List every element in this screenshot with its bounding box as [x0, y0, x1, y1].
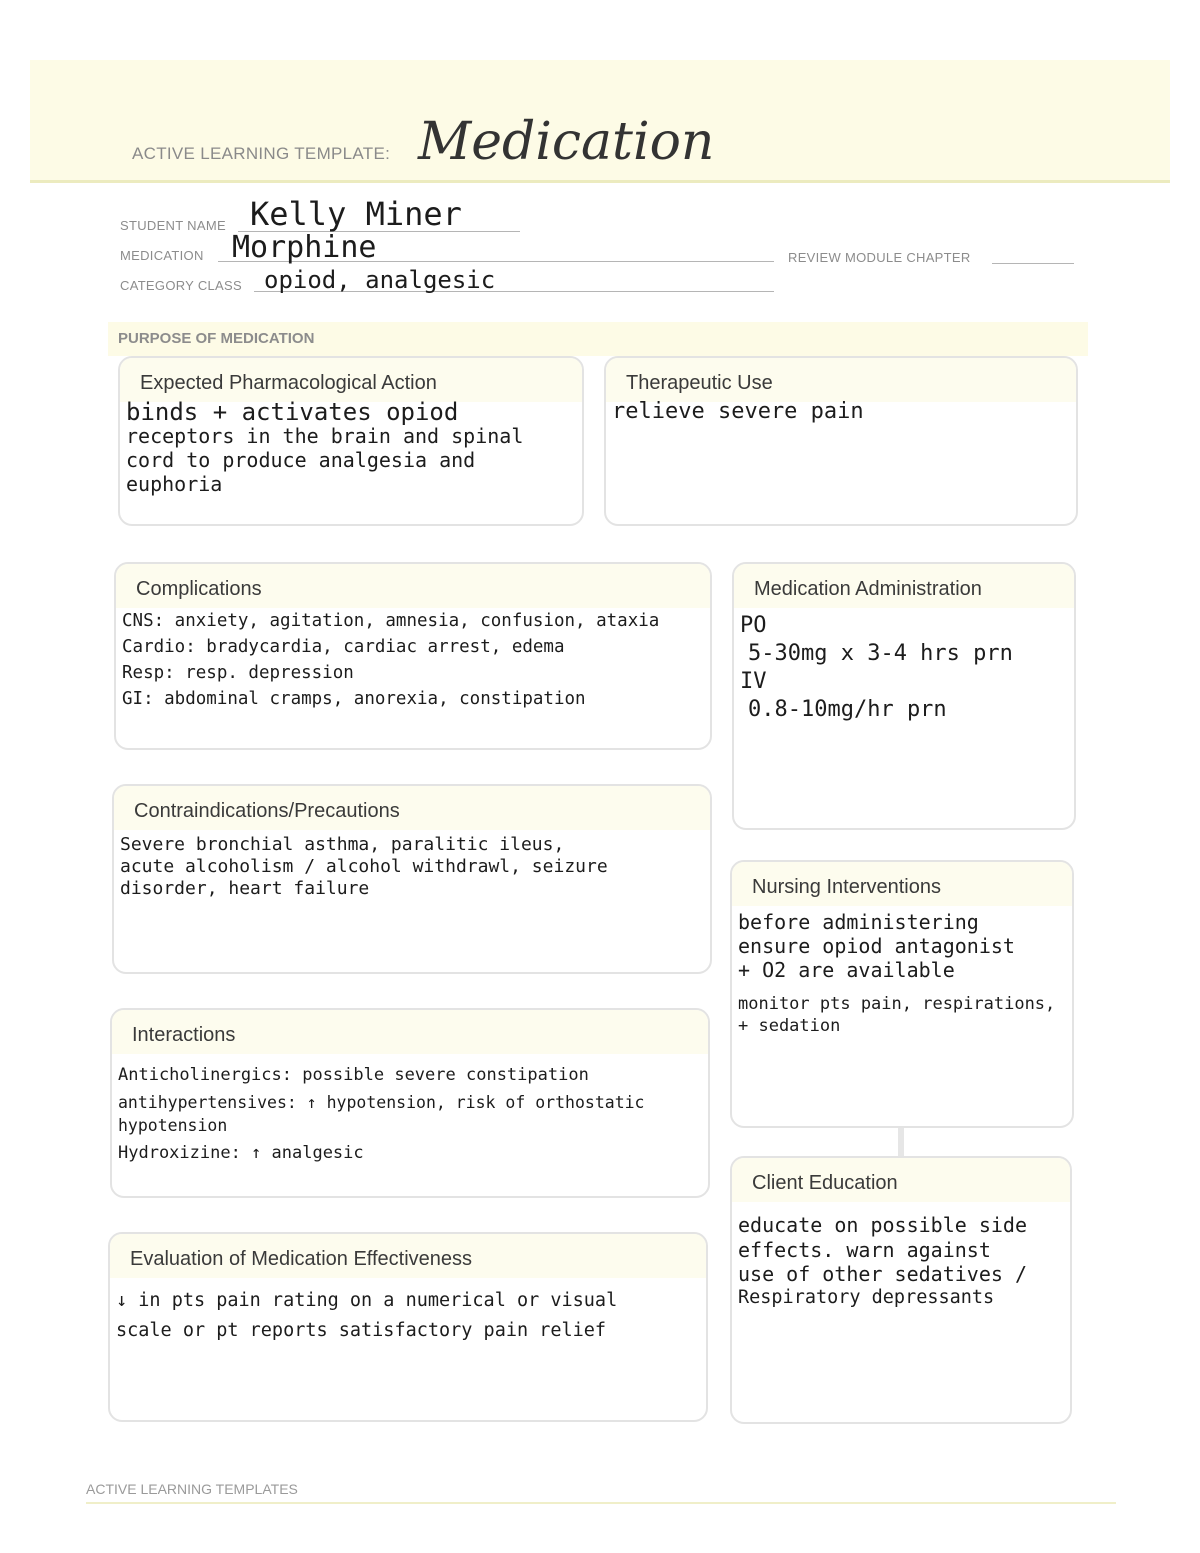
interactions-line: Hydroxizine: ↑ analgesic	[118, 1143, 364, 1163]
footer-label: ACTIVE LEARNING TEMPLATES	[86, 1481, 298, 1497]
nursing-body[interactable]	[738, 910, 1068, 1036]
med-admin-line: PO	[740, 613, 767, 638]
category-class-value[interactable]: opiod, analgesic	[264, 266, 496, 294]
expected-action-line: cord to produce analgesia and	[126, 448, 476, 472]
nursing-line: monitor pts pain, respirations,	[738, 994, 1056, 1014]
student-name-value[interactable]: Kelly Miner	[250, 195, 462, 233]
complications-body[interactable]	[122, 608, 706, 712]
nursing-title: Nursing Interventions	[732, 862, 1072, 906]
student-name-label: STUDENT NAME	[120, 218, 226, 233]
nursing-line: before administering	[738, 910, 979, 934]
expected-action-body[interactable]	[126, 400, 578, 496]
review-module-label: REVIEW MODULE CHAPTER	[788, 250, 971, 265]
med-admin-line: 5-30mg x 3-4 hrs prn	[748, 641, 1013, 666]
evaluation-line: scale or pt reports satisfactory pain relief	[116, 1320, 607, 1341]
complications-line: GI: abdominal cramps, anorexia, constipation	[122, 689, 586, 709]
purpose-label: PURPOSE OF MEDICATION	[118, 330, 315, 347]
med-admin-body[interactable]	[740, 612, 1070, 724]
complications-line: Resp: resp. depression	[122, 663, 354, 683]
expected-action-line: receptors in the brain and spinal	[126, 424, 524, 448]
evaluation-box	[108, 1232, 708, 1422]
evaluation-body[interactable]	[116, 1286, 702, 1346]
nursing-box	[730, 860, 1074, 1128]
client-education-line: educate on possible side	[738, 1213, 1027, 1237]
template-label: ACTIVE LEARNING TEMPLATE:	[132, 144, 391, 163]
contraindications-box	[112, 784, 712, 974]
interactions-line: Anticholinergics: possible severe constipation	[118, 1065, 589, 1085]
box-connector	[898, 1128, 904, 1158]
complications-line: CNS: anxiety, agitation, amnesia, confusion, ataxia	[122, 611, 660, 631]
med-admin-line: 0.8-10mg/hr prn	[748, 697, 947, 722]
nursing-line: + O2 are available	[738, 958, 955, 982]
nursing-line: + sedation	[738, 1016, 841, 1036]
med-admin-box	[732, 562, 1076, 830]
expected-action-title: Expected Pharmacological Action	[120, 358, 582, 402]
nursing-line: ensure opiod antagonist	[738, 934, 1015, 958]
evaluation-line: ↓ in pts pain rating on a numerical or visual	[116, 1290, 618, 1311]
expected-action-box	[118, 356, 584, 526]
contraindications-title: Contraindications/Precautions	[114, 786, 710, 830]
client-education-body[interactable]	[738, 1212, 1066, 1310]
therapeutic-use-body[interactable]	[612, 400, 1072, 424]
interactions-box	[110, 1008, 710, 1198]
medication-value[interactable]: Morphine	[232, 230, 377, 265]
template-title: Medication	[418, 112, 715, 172]
complications-line: Cardio: bradycardia, cardiac arrest, edema	[122, 637, 565, 657]
client-education-line: use of other sedatives /	[738, 1262, 1027, 1286]
interactions-line: antihypertensives: ↑ hypotension, risk of orthostatic	[118, 1093, 645, 1112]
complications-title: Complications	[116, 564, 710, 608]
client-education-box	[730, 1156, 1072, 1424]
client-education-line: effects. warn against	[738, 1238, 991, 1262]
contraindications-line: acute alcoholism / alcohol withdrawl, seizure	[120, 856, 608, 877]
contraindications-line: disorder, heart failure	[120, 878, 370, 899]
therapeutic-use-line: relieve severe pain	[612, 399, 864, 424]
client-education-title: Client Education	[732, 1158, 1070, 1202]
med-admin-line: IV	[740, 669, 767, 694]
therapeutic-use-title: Therapeutic Use	[606, 358, 1076, 402]
evaluation-title: Evaluation of Medication Effectiveness	[110, 1234, 706, 1278]
interactions-title: Interactions	[112, 1010, 708, 1054]
contraindications-line: Severe bronchial asthma, paralitic ileus,	[120, 834, 565, 855]
review-module-line	[992, 263, 1074, 264]
expected-action-line: binds + activates opiod	[126, 398, 459, 426]
med-admin-title: Medication Administration	[734, 564, 1074, 608]
expected-action-line: euphoria	[126, 472, 223, 496]
interactions-line: hypotension	[118, 1116, 228, 1135]
complications-box	[114, 562, 712, 750]
footer-line	[86, 1502, 1116, 1504]
interactions-body[interactable]	[118, 1060, 704, 1170]
contraindications-body[interactable]	[120, 834, 706, 900]
client-education-line: Respiratory depressants	[738, 1287, 995, 1308]
therapeutic-use-box	[604, 356, 1078, 526]
medication-label: MEDICATION	[120, 248, 204, 263]
category-class-label: CATEGORY CLASS	[120, 278, 242, 293]
